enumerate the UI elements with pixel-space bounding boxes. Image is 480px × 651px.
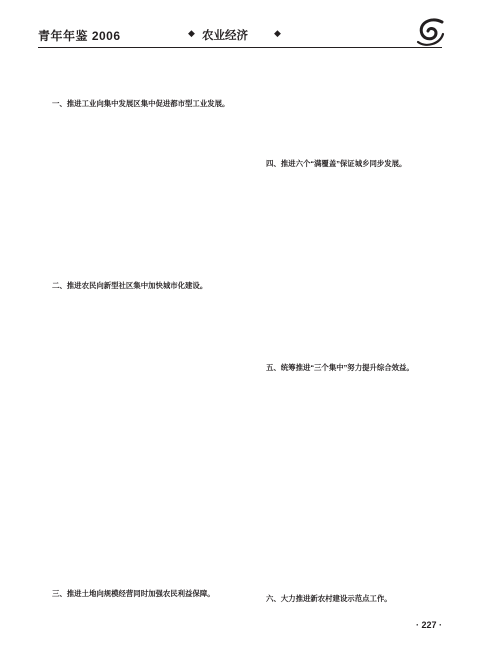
diamond-icon: ◆ (188, 29, 195, 39)
section-heading: 六、大力推进新农村建设示范点工作。 (266, 594, 392, 603)
section-heading: 五、统筹推进“三个集中”努力提升综合效益。 (266, 363, 414, 372)
section-heading: 三、推进土地向规模经营同时加强农民利益保障。 (52, 589, 215, 598)
page-header (38, 26, 442, 46)
diamond-icon: ◆ (274, 29, 281, 39)
yearbook-title: 青年年鉴 2006 (38, 29, 121, 43)
section-title: 农业经济 (202, 30, 248, 42)
page-number: · 227 · (416, 620, 443, 630)
section-heading: 一、推进工业向集中发展区集中促进都市型工业发展。 (52, 99, 230, 108)
section-heading: 二、推进农民向新型社区集中加快城市化建设。 (52, 281, 208, 290)
section-heading: 四、推进六个“满覆盖”保证城乡同步发展。 (266, 159, 407, 168)
header-rule (38, 47, 442, 48)
swirl-logo-icon (412, 14, 448, 50)
